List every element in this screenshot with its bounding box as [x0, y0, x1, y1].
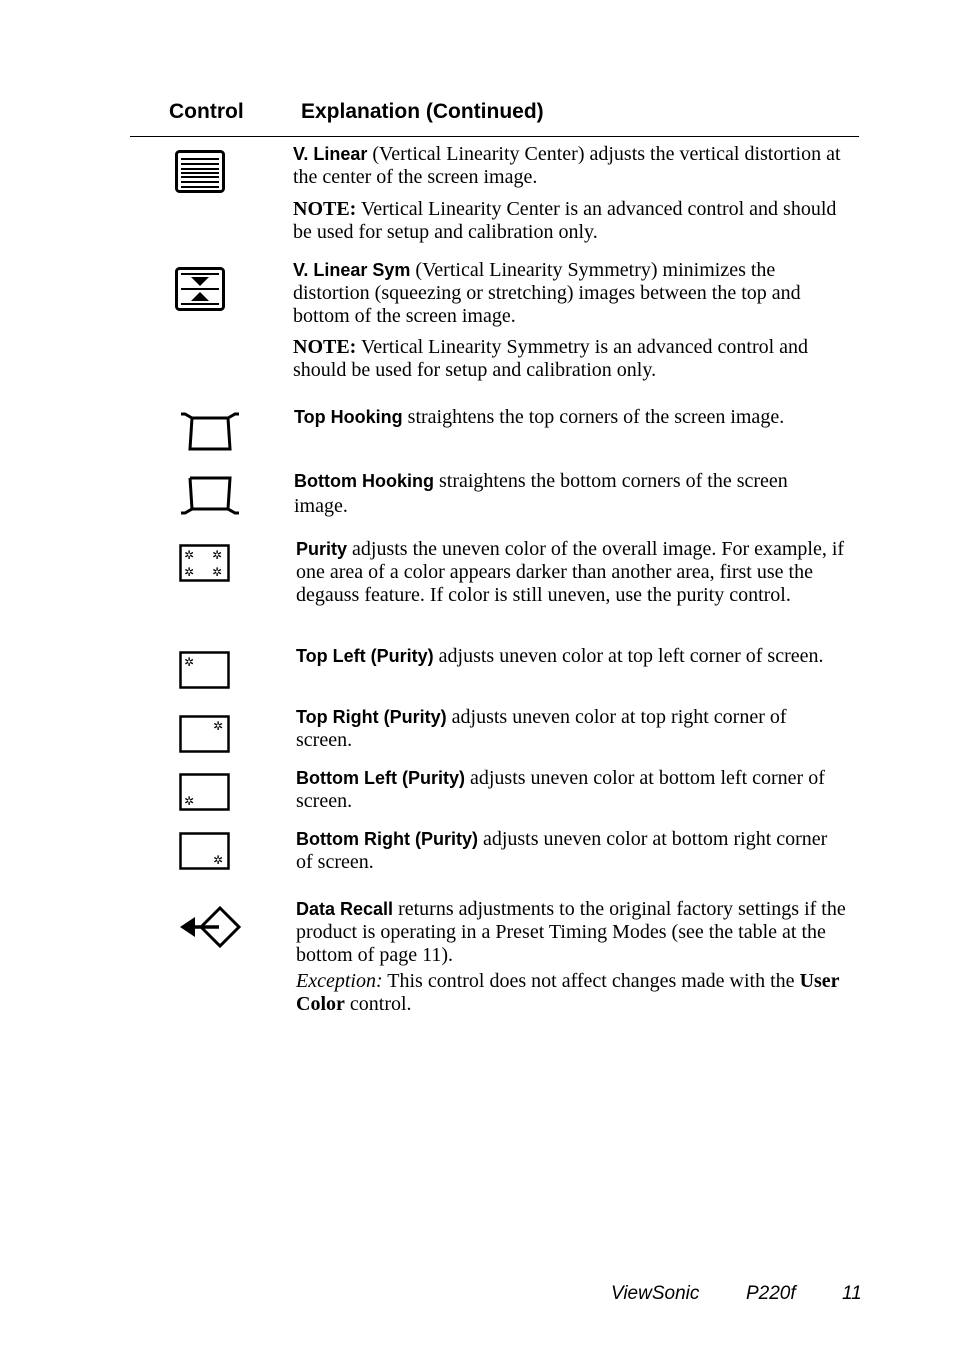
control-column-header: Control	[169, 100, 244, 123]
purity-icon	[179, 544, 230, 582]
bottom-left-purity-icon	[179, 773, 230, 811]
top-hooking-description: Top Hooking straightens the top corners of the screen image.	[294, 406, 785, 428]
explanation-column-header: Explanation (Continued)	[301, 100, 544, 123]
data-recall-icon	[179, 905, 243, 949]
svg-text:✲: ✲	[184, 548, 195, 562]
svg-text:✲: ✲	[213, 853, 224, 867]
v-linear-sym-note: NOTE: Vertical Linearity Symmetry is an advanced control and should be used for setup and calibration only.	[293, 336, 809, 381]
svg-text:✲: ✲	[184, 794, 195, 808]
v-linear-sym-description: V. Linear Sym (Vertical Linearity Symmetry) minimizes the distortion (squeezing or stretching) images between the top and bottom of the screen image.	[293, 259, 801, 327]
svg-text:✲: ✲	[212, 565, 223, 579]
v-linear-icon	[175, 150, 225, 193]
footer-page-number: 11	[842, 1283, 862, 1304]
v-linear-note: NOTE: Vertical Linearity Center is an advanced control and should be used for setup and calibration only.	[293, 198, 837, 243]
purity-description: Purity adjusts the uneven color of the overall image. For example, if one area of a color appears darker than another area, first use the degauss feature. If color is still uneven, use the purity control.	[296, 538, 845, 606]
header-divider	[130, 136, 859, 137]
top-right-purity-icon	[179, 715, 230, 753]
v-linear-sym-icon	[175, 267, 225, 311]
bottom-hooking-description: Bottom Hooking straightens the bottom corners of the screen image.	[294, 470, 788, 517]
top-right-purity-description: Top Right (Purity) adjusts uneven color at top right corner of screen.	[296, 706, 787, 751]
svg-text:✲: ✲	[212, 548, 223, 562]
v-linear-description: V. Linear (Vertical Linearity Center) adjusts the vertical distortion at the center of the screen image.	[293, 143, 841, 188]
svg-text:✲: ✲	[213, 719, 224, 733]
svg-text:✲: ✲	[184, 655, 195, 669]
bottom-left-purity-description: Bottom Left (Purity) adjusts uneven color at bottom left corner of screen.	[296, 767, 825, 812]
bottom-right-purity-icon	[179, 832, 230, 870]
top-hooking-icon	[180, 411, 240, 451]
svg-text:✲: ✲	[184, 565, 195, 579]
data-recall-description: Data Recall returns adjustments to the original factory settings if the product is operating in a Preset Timing Modes (see the table at the bottom of page 11).	[296, 898, 846, 966]
bottom-right-purity-description: Bottom Right (Purity) adjusts uneven color at bottom right corner of screen.	[296, 828, 828, 873]
top-left-purity-description: Top Left (Purity) adjusts uneven color at top left corner of screen.	[296, 645, 824, 667]
data-recall-exception: Exception: This control does not affect changes made with the User Color control.	[296, 970, 840, 1015]
footer-model: P220f	[746, 1283, 796, 1304]
footer-brand: ViewSonic	[611, 1283, 700, 1304]
top-left-purity-icon	[179, 651, 230, 689]
bottom-hooking-icon	[180, 476, 240, 516]
